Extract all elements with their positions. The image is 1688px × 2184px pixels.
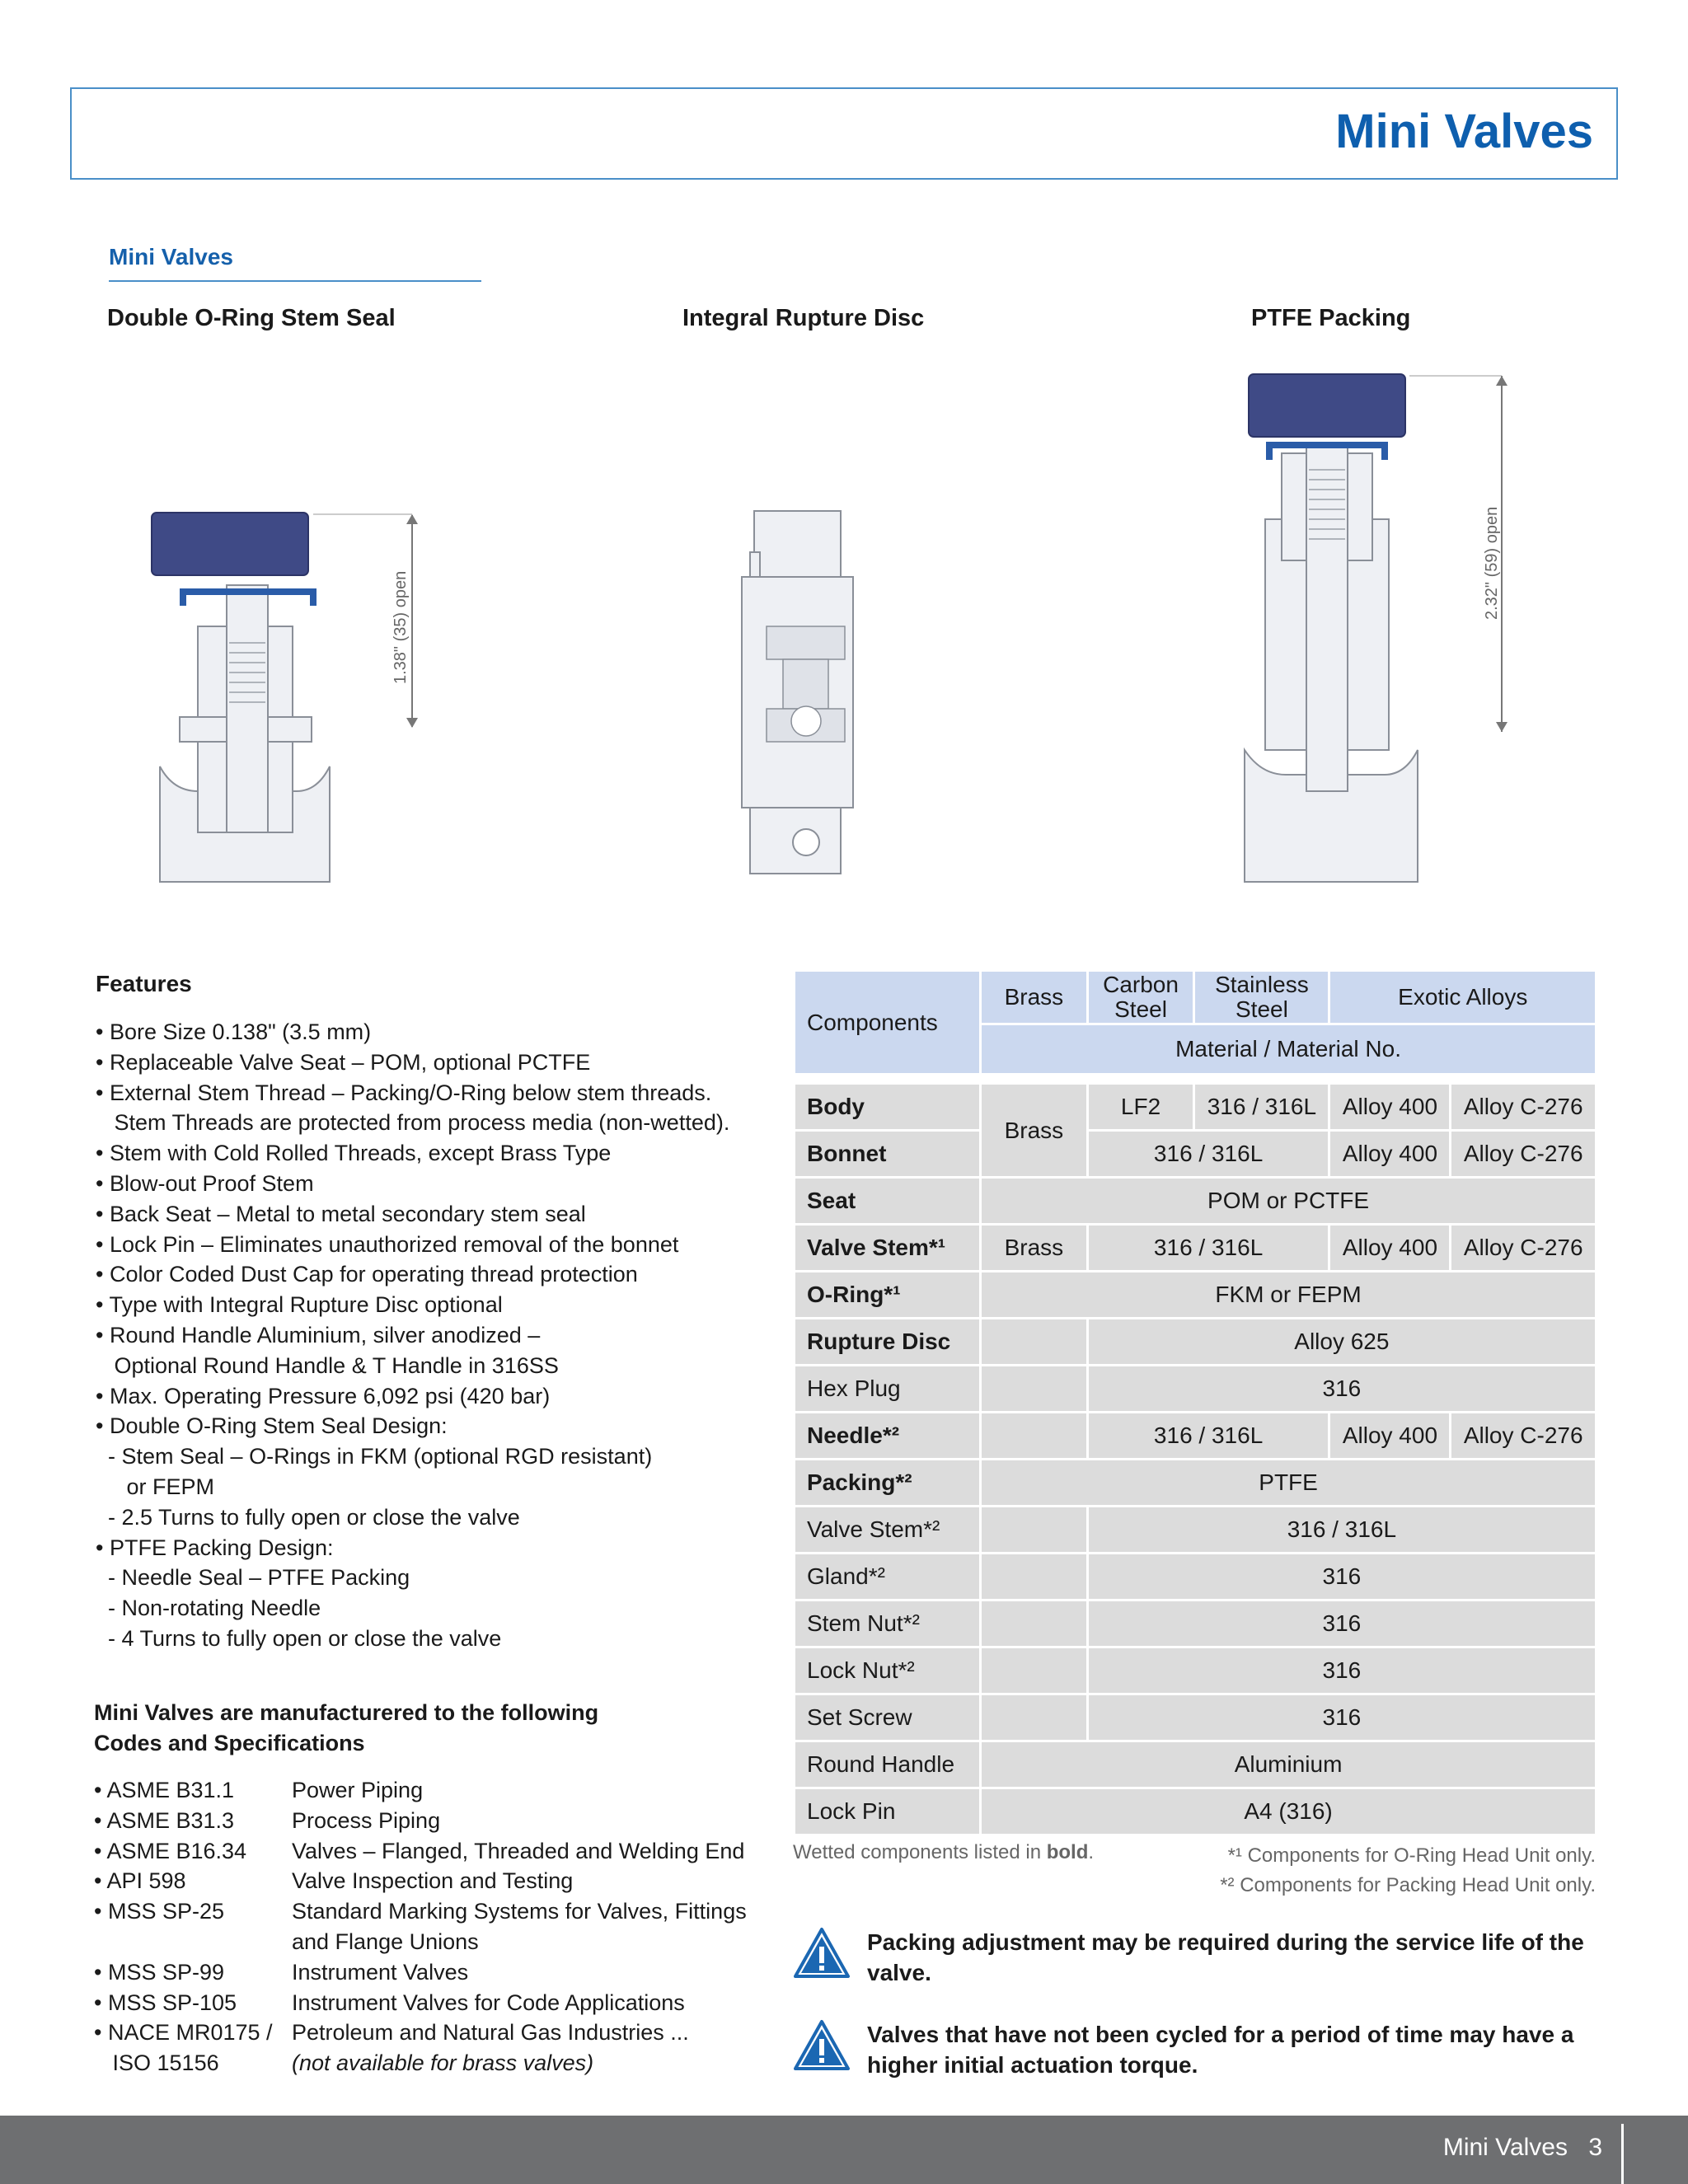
code-row <box>94 2048 747 2079</box>
cell-empty <box>982 1648 1086 1693</box>
header-stainless-steel: Stainless Steel <box>1195 972 1328 1023</box>
code-row <box>94 1806 747 1836</box>
code-id: • ASME B31.3 <box>94 1807 235 1833</box>
materials-table <box>793 969 1597 1836</box>
feature-item: • Round Handle Aluminium, silver anodized – <box>96 1322 541 1347</box>
table-row <box>795 1507 1595 1552</box>
footnotes <box>1220 1841 1596 1900</box>
warning-torque <box>793 2019 1601 2080</box>
cell: 316 / 316L <box>1089 1132 1329 1176</box>
section-divider <box>109 280 481 282</box>
feature-item: • Lock Pin – Eliminates unauthorized removal of the bonnet <box>96 1231 679 1257</box>
cell: Alloy 400 <box>1330 1132 1449 1176</box>
cell: PTFE <box>982 1460 1595 1505</box>
header-carbon-steel: Carbon Steel <box>1089 972 1193 1023</box>
feature-item: Optional Round Handle & T Handle in 316SS <box>96 1352 559 1378</box>
table-header-row <box>795 972 1595 1023</box>
row-label: Body <box>795 1085 979 1129</box>
cell: 316 <box>1089 1366 1595 1411</box>
code-desc: Instrument Valves for Code Applications <box>292 1990 685 2015</box>
row-label: Packing*² <box>795 1460 979 1505</box>
table-row <box>795 1179 1595 1223</box>
row-label: Lock Pin <box>795 1789 979 1834</box>
dimension-label-59: 2.32" (59) open <box>1483 506 1501 620</box>
code-id: • MSS SP-105 <box>94 1990 237 2015</box>
page-title: Mini Valves <box>1335 105 1593 158</box>
row-label: Seat <box>795 1179 979 1223</box>
feature-item: • Bore Size 0.138" (3.5 mm) <box>96 1019 372 1044</box>
page-footer <box>0 2116 1688 2184</box>
code-id: • API 598 <box>94 1868 186 1894</box>
cell: LF2 <box>1089 1085 1193 1129</box>
header-exotic-alloys: Exotic Alloys <box>1330 972 1595 1023</box>
code-id: • ASME B31.1 <box>94 1778 235 1802</box>
feature-item: - 2.5 Turns to fully open or close the valve <box>96 1504 520 1530</box>
feature-item: Stem Threads are protected from process media (non-wetted). <box>96 1110 730 1136</box>
feature-item: - 4 Turns to fully open or close the valve <box>96 1625 502 1651</box>
code-desc: Instrument Valves <box>292 1959 469 1985</box>
cell-empty <box>982 1695 1086 1740</box>
cell: FKM or FEPM <box>982 1272 1595 1317</box>
feature-item: - Needle Seal – PTFE Packing <box>96 1565 410 1591</box>
cell-empty <box>982 1366 1086 1411</box>
warning-text: Packing adjustment may be required during the service life of the valve. <box>867 1929 1584 1985</box>
code-id: ISO 15156 <box>94 2050 219 2076</box>
table-row <box>795 1742 1595 1787</box>
code-row <box>94 1927 747 1957</box>
cell: Brass <box>982 1226 1086 1270</box>
features-heading: Features <box>96 971 192 996</box>
cell: Alloy 400 <box>1330 1226 1449 1270</box>
header-brass: Brass <box>982 972 1086 1023</box>
table-row <box>795 1601 1595 1646</box>
title-box <box>70 87 1618 180</box>
codes-heading-line-2: Codes and Specifications <box>94 1731 365 1755</box>
table-row <box>795 1085 1595 1129</box>
code-row <box>94 1896 747 1927</box>
cell-empty <box>982 1413 1086 1458</box>
section-heading: Mini Valves <box>109 244 233 269</box>
feature-item: • Type with Integral Rupture Disc optional <box>96 1292 503 1318</box>
codes-heading-line-1: Mini Valves are manufacturered to the following <box>94 1700 599 1725</box>
code-row <box>94 1866 747 1896</box>
cell: Brass <box>982 1085 1086 1176</box>
table-row <box>795 1272 1595 1317</box>
cell-empty <box>982 1601 1086 1646</box>
code-desc: Valves – Flanged, Threaded and Welding End <box>292 1838 745 1863</box>
warning-icon <box>793 2019 851 2072</box>
page-number: 3 <box>1588 2134 1602 2161</box>
table-row <box>795 1413 1595 1458</box>
feature-item: or FEPM <box>96 1474 215 1499</box>
code-id: • NACE MR0175 / <box>94 2020 273 2046</box>
table-row <box>795 1366 1595 1411</box>
cell: Alloy 400 <box>1330 1085 1449 1129</box>
cell: 316 <box>1089 1648 1595 1693</box>
row-label: Bonnet <box>795 1132 979 1176</box>
row-label: Hex Plug <box>795 1366 979 1411</box>
figure-caption-double-o-ring: Double O-Ring Stem Seal <box>107 305 396 331</box>
table-row <box>795 1554 1595 1599</box>
features-list <box>96 1017 755 1654</box>
code-desc: Power Piping <box>292 1778 424 1802</box>
feature-item: - Stem Seal – O-Rings in FKM (optional RGD resistant) <box>96 1444 653 1469</box>
figure-caption-ptfe-packing: PTFE Packing <box>1251 305 1411 331</box>
cell: Alloy C-276 <box>1451 1226 1595 1270</box>
row-label: Lock Nut*² <box>795 1648 979 1693</box>
header-material-no: Material / Material No. <box>982 1025 1595 1073</box>
dimension-label-35: 1.38" (35) open <box>392 570 410 684</box>
code-row <box>94 2018 747 2048</box>
cell: 316 <box>1089 1695 1595 1740</box>
row-label: Stem Nut*² <box>795 1601 979 1646</box>
wetted-note <box>793 1841 1094 1864</box>
feature-item: • PTFE Packing Design: <box>96 1535 334 1560</box>
code-row <box>94 1957 747 1988</box>
cell-empty <box>982 1554 1086 1599</box>
cell: Alloy C-276 <box>1451 1132 1595 1176</box>
cell: 316 <box>1089 1554 1595 1599</box>
footer-divider <box>1621 2124 1624 2184</box>
cell-empty <box>982 1319 1086 1364</box>
row-label: Valve Stem*² <box>795 1507 979 1552</box>
figure-caption-rupture-disc: Integral Rupture Disc <box>682 305 925 331</box>
row-label: Gland*² <box>795 1554 979 1599</box>
header-components: Components <box>795 972 979 1073</box>
code-id: • ASME B16.34 <box>94 1838 247 1863</box>
cell: Aluminium <box>982 1742 1595 1787</box>
row-label: Valve Stem*¹ <box>795 1226 979 1270</box>
code-desc: Valve Inspection and Testing <box>292 1868 574 1894</box>
cell: Alloy C-276 <box>1451 1085 1595 1129</box>
table-row <box>795 1132 1595 1176</box>
warning-packing <box>793 1927 1601 1988</box>
table-row <box>795 1695 1595 1740</box>
table-row <box>795 1319 1595 1364</box>
cell: Alloy 400 <box>1330 1413 1449 1458</box>
row-label: Set Screw <box>795 1695 979 1740</box>
code-desc: Petroleum and Natural Gas Industries ... <box>292 2020 689 2046</box>
code-id: • MSS SP-99 <box>94 1959 225 1985</box>
codes-list <box>94 1775 747 2079</box>
warning-text: Valves that have not been cycled for a period of time may have a higher initial actuation torque. <box>867 2022 1574 2078</box>
cell: 316 <box>1089 1601 1595 1646</box>
warning-icon <box>793 1927 851 1980</box>
cell: 316 / 316L <box>1089 1507 1595 1552</box>
table-row <box>795 1226 1595 1270</box>
code-row <box>94 1988 747 2018</box>
footnote-2: *² Components for Packing Head Unit only. <box>1220 1874 1596 1896</box>
codes-heading <box>94 1698 598 1759</box>
wetted-note-text: Wetted components listed in <box>793 1841 1047 1863</box>
cell: 316 / 316L <box>1089 1226 1329 1270</box>
table-row <box>795 1460 1595 1505</box>
code-desc: Process Piping <box>292 1807 441 1833</box>
code-desc: and Flange Unions <box>292 1929 479 1954</box>
valve-drawing-rupture-disc <box>725 503 890 882</box>
cell-empty <box>982 1507 1086 1552</box>
wetted-note-end: . <box>1088 1841 1095 1863</box>
cell: A4 (316) <box>982 1789 1595 1834</box>
code-row <box>94 1836 747 1867</box>
code-id: • MSS SP-25 <box>94 1899 225 1924</box>
cell: Alloy 625 <box>1089 1319 1595 1364</box>
feature-item: • Back Seat – Metal to metal secondary stem seal <box>96 1201 586 1226</box>
code-id <box>94 1927 292 1957</box>
row-label: O-Ring*¹ <box>795 1272 979 1317</box>
feature-item: • External Stem Thread – Packing/O-Ring below stem threads. <box>96 1080 712 1105</box>
row-label: Needle*² <box>795 1413 979 1458</box>
feature-item: • Blow-out Proof Stem <box>96 1170 314 1196</box>
feature-item: • Max. Operating Pressure 6,092 psi (420 bar) <box>96 1383 551 1408</box>
code-desc: (not available for brass valves) <box>292 2050 594 2076</box>
table-row <box>795 1789 1595 1834</box>
row-label: Rupture Disc <box>795 1319 979 1364</box>
footer-title: Mini Valves <box>1442 2134 1568 2161</box>
footnote-1: *¹ Components for O-Ring Head Unit only. <box>1227 1844 1596 1867</box>
cell: 316 / 316L <box>1195 1085 1328 1129</box>
cell: 316 / 316L <box>1089 1413 1329 1458</box>
valve-drawing-ptfe-packing <box>1236 363 1533 890</box>
valve-drawing-double-o-ring <box>148 494 445 890</box>
feature-item: - Non-rotating Needle <box>96 1596 321 1621</box>
feature-item: • Stem with Cold Rolled Threads, except Brass Type <box>96 1141 612 1166</box>
code-row <box>94 1775 747 1806</box>
cell: POM or PCTFE <box>982 1179 1595 1223</box>
feature-item: • Double O-Ring Stem Seal Design: <box>96 1413 448 1439</box>
wetted-note-bold: bold <box>1046 1841 1089 1863</box>
row-label: Round Handle <box>795 1742 979 1787</box>
table-row <box>795 1648 1595 1693</box>
feature-item: • Color Coded Dust Cap for operating thread protection <box>96 1262 638 1287</box>
cell: Alloy C-276 <box>1451 1413 1595 1458</box>
feature-item: • Replaceable Valve Seat – POM, optional PCTFE <box>96 1049 591 1075</box>
code-desc: Standard Marking Systems for Valves, Fittings <box>292 1899 747 1924</box>
